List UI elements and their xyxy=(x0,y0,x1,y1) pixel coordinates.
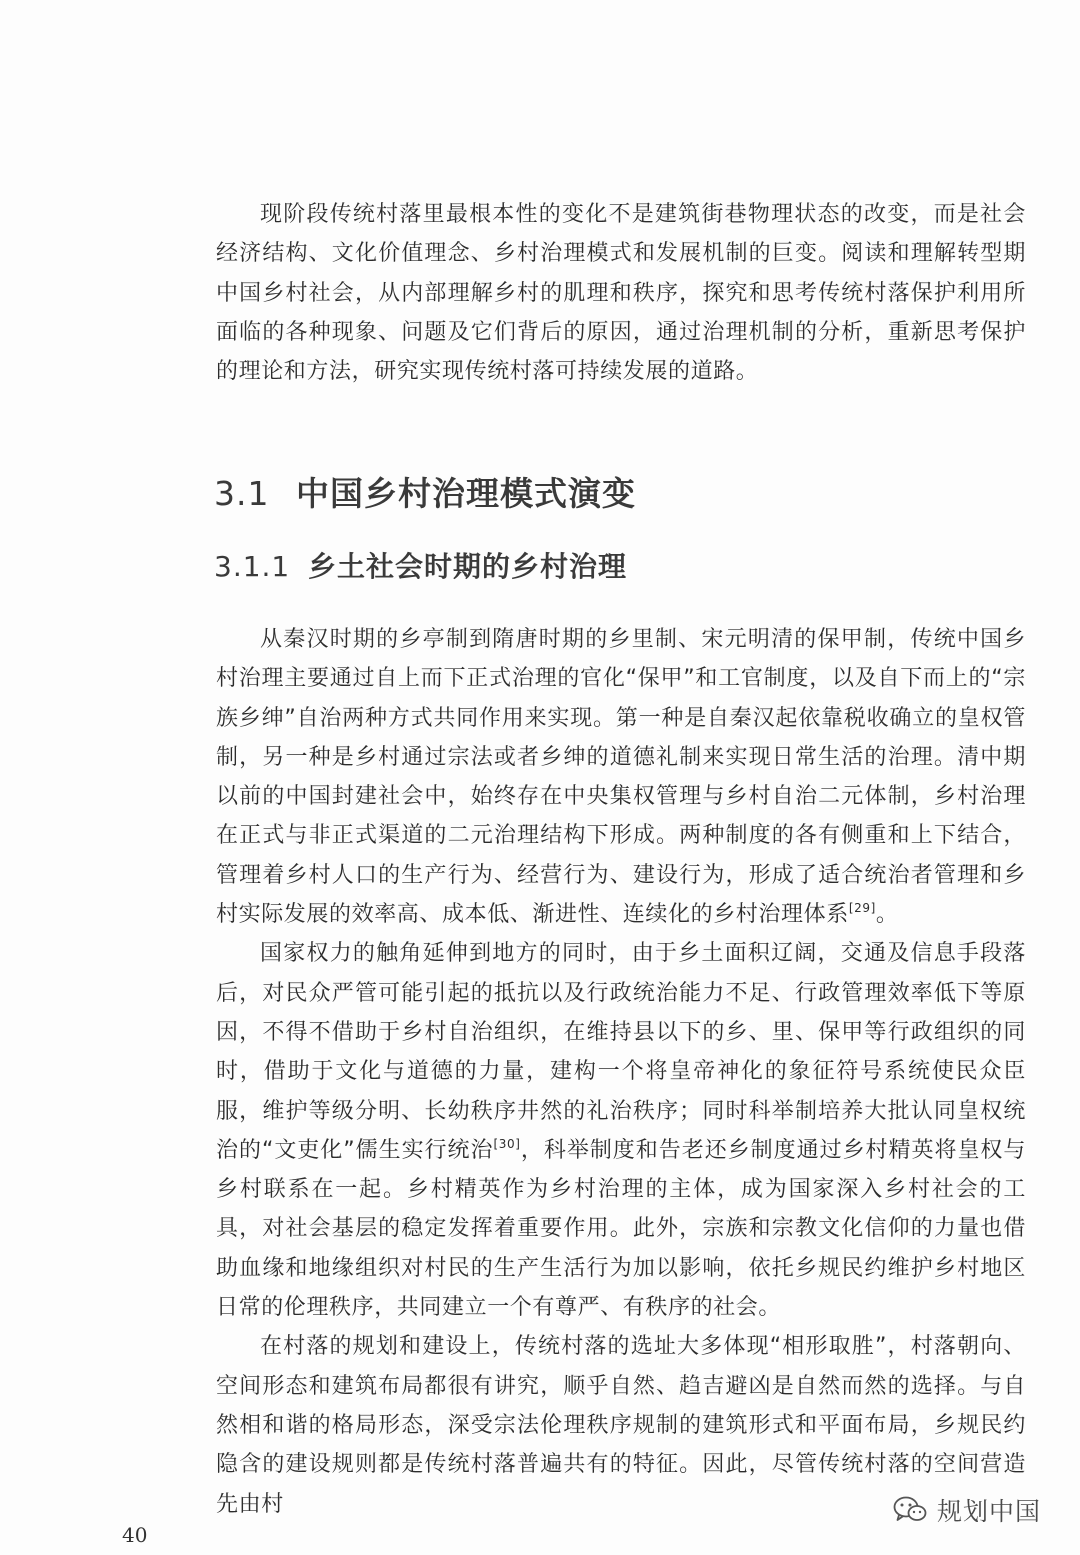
section-heading xyxy=(214,468,636,515)
intro-block xyxy=(216,195,1026,391)
paragraph xyxy=(216,620,1026,934)
body-text xyxy=(216,620,1026,1524)
paragraph-text: 国家权力的触角延伸到地方的同时，由于乡土面积辽阔，交通及信息手段落后，对民众严管可能引起的抵抗以及行政统治能力不足、行政管理效率低下等原因，不得不借助于乡村自治组织，在维持县以下的乡、里、保甲等行政组织的同时，借助于文化与道德的力量，建构一个将皇帝神化的象征符号系统使民众臣服，维护等级分明、长幼秩序井然的礼治秩序；同时科举制培养大批认同皇权统治的“文吏化”儒生实行统治 xyxy=(216,941,1026,1163)
paragraph-text: 从秦汉时期的乡亭制到隋唐时期的乡里制、宋元明清的保甲制，传统中国乡村治理主要通过自上而下正式治理的官化“保甲”和工官制度，以及自下而上的“宗族乡绅”自治两种方式共同作用来实现。第一种是自秦汉起依靠税收确立的皇权管制，另一种是乡村通过宗法或者乡绅的道德礼制来实现日常生活的治理。清中期以前的中国封建社会中，始终存在中央集权管理与乡村自治二元体制，乡村治理在正式与非正式渠道的二元治理结构下形成。两种制度的各有侧重和上下结合，管理着乡村人口的生产行为、经营行为、建设行为，形成了适合统治者管理和乡村实际发展的效率高、成本低、渐进性、连续化的乡村治理体系 xyxy=(216,627,1026,928)
paragraph-text: 在村落的规划和建设上，传统村落的选址大多体现“相形取胜”，村落朝向、空间形态和建筑布局都很有讲究，顺乎自然、趋吉避凶是自然而然的选择。与自然相和谐的格局形态，深受宗法伦理秩序规制的建筑形式和平面布局，乡规民约隐含的建设规则都是传统村落普遍共有的特征。因此，尽管传统村落的空间营造先由村 xyxy=(216,1334,1026,1517)
subsection-title: 乡土社会时期的乡村治理 xyxy=(308,550,628,583)
section-number: 3.1 xyxy=(214,474,270,513)
subsection-number: 3.1.1 xyxy=(214,550,291,583)
watermark-label: 规划中国 xyxy=(937,1497,1042,1526)
subsection-heading xyxy=(214,545,627,585)
page-number: 40 xyxy=(122,1523,148,1547)
citation: [29] xyxy=(848,901,876,916)
wechat-icon xyxy=(893,1496,927,1524)
paragraph xyxy=(216,934,1026,1327)
paragraph-text: ，科举制度和告老还乡制度通过乡村精英将皇权与乡村联系在一起。乡村精英作为乡村治理的主体，成为国家深入乡村社会的工具，对社会基层的稳定发挥着重要作用。此外，宗族和宗教文化信仰的力量也借助血缘和地缘组织对村民的生产生活行为加以影响，依托乡规民约维护乡村地区日常的伦理秩序，共同建立一个有尊严、有秩序的社会。 xyxy=(216,1137,1026,1321)
intro-paragraph: 现阶段传统村落里最根本性的变化不是建筑街巷物理状态的改变，而是社会经济结构、文化价值理念、乡村治理模式和发展机制的巨变。阅读和理解转型期中国乡村社会，从内部理解乡村的肌理和秩序，探究和思考传统村落保护利用所面临的各种现象、问题及它们背后的原因，通过治理机制的分析，重新思考保护的理论和方法，研究实现传统村落可持续发展的道路。 xyxy=(216,202,1026,385)
citation: [30] xyxy=(493,1136,521,1151)
watermark xyxy=(893,1492,1041,1528)
section-title: 中国乡村治理模式演变 xyxy=(296,474,636,513)
paragraph-text: 。 xyxy=(875,902,899,928)
